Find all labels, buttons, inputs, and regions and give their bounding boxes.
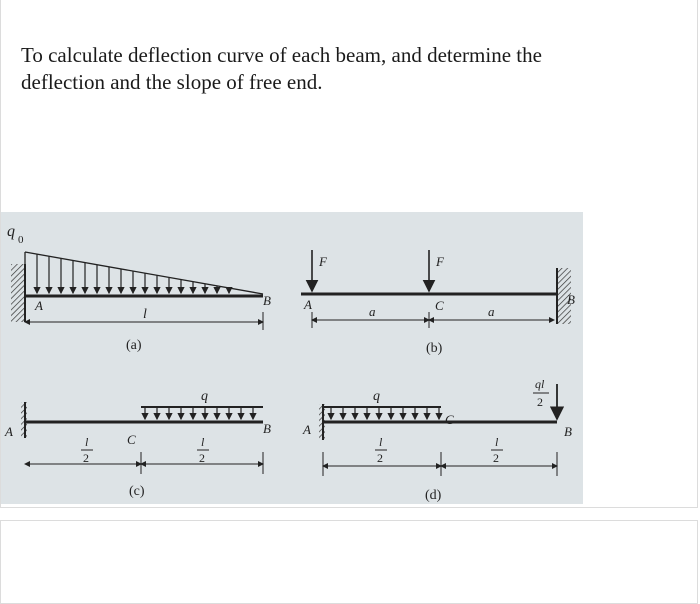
- caption-c: (c): [129, 484, 145, 499]
- label-A-b: A: [304, 297, 312, 312]
- length-label-a: l: [143, 307, 147, 322]
- svg-text:a: a: [488, 304, 495, 319]
- beam-figure: [1, 212, 583, 504]
- svg-text:ql: ql: [535, 377, 545, 391]
- svg-text:l: l: [495, 435, 499, 449]
- svg-text:l: l: [201, 435, 205, 449]
- svg-text:a: a: [369, 304, 376, 319]
- svg-text:F: F: [436, 254, 444, 269]
- label-B-d: B: [564, 424, 572, 439]
- svg-text:2: 2: [199, 451, 205, 465]
- label-C-d: C: [445, 412, 454, 427]
- label-C-b: C: [435, 298, 444, 313]
- caption-d: (d): [425, 488, 442, 503]
- label-A-a: A: [35, 298, 43, 313]
- question-text: [21, 42, 661, 96]
- label-B-c: B: [263, 421, 271, 436]
- question-line-1: To calculate deflection curve of each beam, and determine the: [21, 43, 542, 67]
- wall-a: [11, 264, 25, 322]
- label-B-a: B: [263, 293, 271, 308]
- label-C-c: C: [127, 432, 136, 447]
- svg-text:l: l: [85, 435, 89, 449]
- svg-text:2: 2: [83, 451, 89, 465]
- label-B-b: B: [567, 292, 575, 307]
- load-label-c: q: [201, 389, 208, 404]
- answer-area[interactable]: [0, 520, 698, 604]
- svg-text:F: F: [319, 254, 327, 269]
- caption-b: (b): [426, 341, 443, 356]
- caption-a: (a): [126, 338, 142, 353]
- question-line-2: deflection and the slope of free end.: [21, 70, 323, 94]
- load-label-d: q: [373, 389, 380, 404]
- load-sub-a: 0: [18, 234, 24, 246]
- svg-text:2: 2: [537, 395, 543, 409]
- load-label-a: q: [7, 223, 15, 240]
- svg-text:2: 2: [493, 451, 499, 465]
- svg-text:l: l: [379, 435, 383, 449]
- label-A-d: A: [303, 422, 311, 437]
- svg-text:2: 2: [377, 451, 383, 465]
- label-A-c: A: [5, 424, 13, 439]
